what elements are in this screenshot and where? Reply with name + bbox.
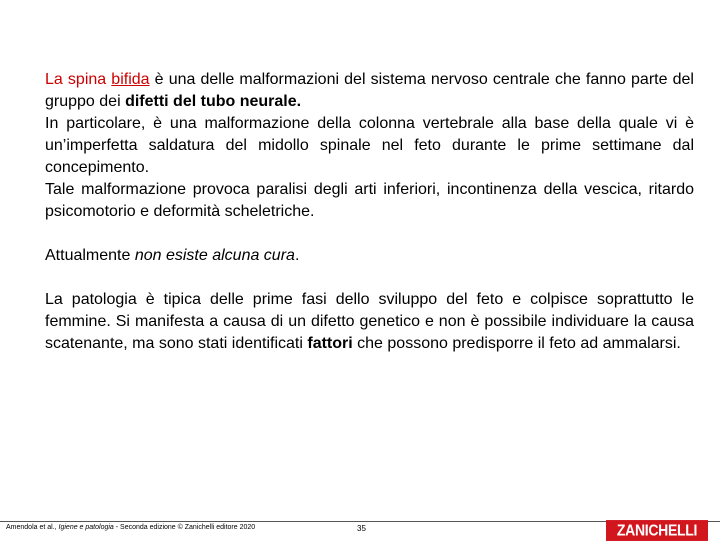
paragraph-particolare: In particolare, è una malformazione della colonna vertebrale alla base della quale vi è un’imperfetta saldatura del midollo spinale nel feto durante le prime settimane dal concepimento. — [45, 115, 694, 176]
cura-text-a: Attualmente — [45, 247, 135, 264]
bold-fattori: fattori — [307, 335, 353, 352]
footer-credit-authors: Amendola et al., — [6, 524, 59, 531]
footer-credit-title: Igiene e patologia — [58, 524, 114, 531]
paragraph-cura — [45, 245, 694, 267]
italic-non-esiste-cura: non esiste alcuna cura — [134, 247, 295, 264]
paragraph-patologia — [45, 289, 694, 355]
patologia-text-b: che possono predisporre il feto ad ammalarsi. — [352, 335, 681, 352]
term-bifida: bifida — [111, 71, 150, 88]
bold-difetti-tubo-neurale: difetti del tubo neurale. — [125, 93, 302, 110]
paragraph-spina-bifida-intro — [45, 69, 694, 113]
slide-body — [45, 69, 694, 355]
footer-credit — [6, 524, 255, 531]
page-number: 35 — [357, 524, 366, 533]
paragraph-conseguenze: Tale malformazione provoca paralisi degli arti inferiori, incontinenza della vescica, ritardo psicomotorio e deformità scheletriche. — [45, 181, 694, 220]
zanichelli-logo: ZANICHELLI — [606, 520, 708, 541]
patologia-text-a: La patologia è tipica delle prime fasi dello sviluppo del feto e colpisce soprattutto le femmine. Si manifesta a causa di un difetto genetico e non è possibile individuare la causa scatenante, ma sono stati identificati — [45, 291, 694, 352]
intro-text: è una delle malformazioni del sistema nervoso centrale che fanno parte del gruppo dei — [45, 71, 694, 110]
term-la-spina: La spina — [45, 71, 107, 88]
footer-credit-edition: - Seconda edizione © Zanichelli editore 2020 — [113, 524, 256, 531]
cura-text-b: . — [294, 247, 300, 264]
